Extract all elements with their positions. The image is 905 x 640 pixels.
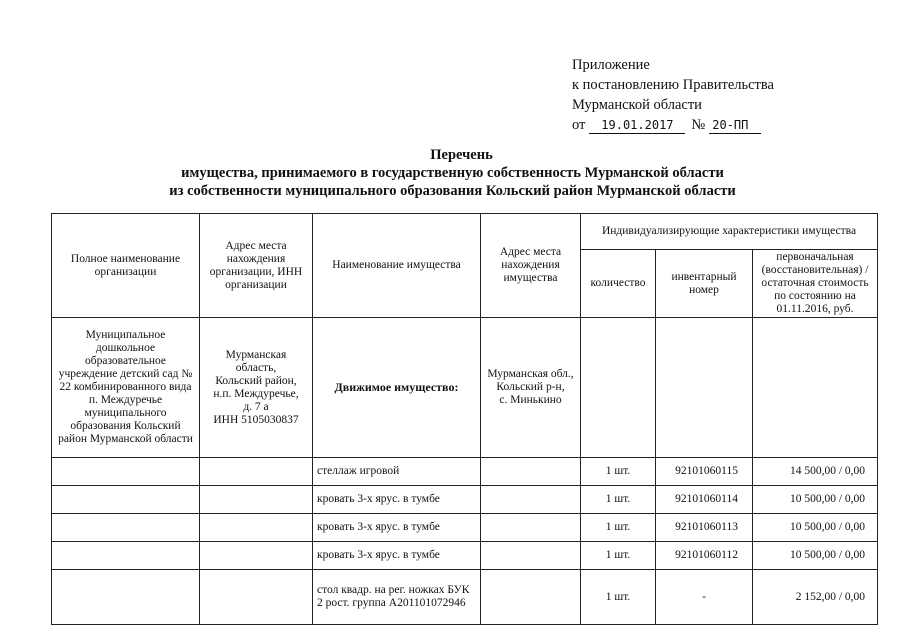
empty-cell [52,514,200,542]
empty-cell [481,458,581,486]
property-address-line: с. Минькино [499,394,562,406]
item-name: стол квадр. на рег. ножках БУК 2 рост. группа А201101072946 [313,570,481,625]
appendix-line-1: Приложение [572,57,650,73]
header-property-address: Адрес места нахождения имущества [481,214,581,318]
org-address-line: д. 7 а [243,400,269,413]
item-cost: 10 500,00 / 0,00 [753,486,878,514]
item-inventory-number: 92101060115 [656,458,753,486]
header-inventory-number: инвентарный номер [656,250,753,318]
empty-cell [481,542,581,570]
item-inventory-number: - [656,570,753,625]
item-quantity: 1 шт. [581,486,656,514]
item-inventory-number: 92101060113 [656,514,753,542]
title-line-2: имущества, принимаемого в государственную собственность Мурманской области [181,165,724,181]
property-table [51,213,878,625]
property-address-line: Мурманская обл., [487,368,574,380]
table-row [52,458,878,486]
empty-cell [753,318,878,458]
empty-cell [200,570,313,625]
header-characteristics: Индивидуализирующие характеристики имущества [581,214,878,250]
empty-cell [481,514,581,542]
item-quantity: 1 шт. [581,514,656,542]
empty-cell [200,486,313,514]
org-address-line: Мурманская [225,348,287,361]
organization-name: Муниципальное дошкольное образовательное учреждение детский сад № 22 комбинированного вида п. Междуречье муниципального образования Кольский район Мурманской области [52,318,200,458]
table-row [52,542,878,570]
item-cost: 10 500,00 / 0,00 [753,542,878,570]
property-address [481,318,581,458]
item-name: стеллаж игровой [313,458,481,486]
empty-cell [481,486,581,514]
item-name: кровать 3-х ярус. в тумбе [313,486,481,514]
appendix-number: 20-ПП [709,118,761,134]
empty-cell [581,318,656,458]
table-row [52,486,878,514]
header-property-name: Наименование имущества [313,214,481,318]
item-cost: 14 500,00 / 0,00 [753,458,878,486]
appendix-block [572,55,774,135]
appendix-date: 19.01.2017 [589,118,685,134]
organization-address [200,318,313,458]
organization-row [52,318,878,458]
header-org-name: Полное наименование организации [52,214,200,318]
item-name: кровать 3-х ярус. в тумбе [313,542,481,570]
appendix-resolution-line [572,115,774,135]
item-name: кровать 3-х ярус. в тумбе [313,514,481,542]
header-cost: первоначальная (восстановительная) /остаточная стоимость по состоянию на 01.11.2016, руб. [753,250,878,318]
item-cost: 2 152,00 / 0,00 [753,570,878,625]
empty-cell [200,542,313,570]
org-address-line: область, [235,361,277,374]
title-line-3: из собственности муниципального образования Кольский район Мурманской области [169,183,736,199]
item-quantity: 1 шт. [581,458,656,486]
empty-cell [481,570,581,625]
header-quantity: количество [581,250,656,318]
table-header-row-1 [52,214,878,250]
appendix-from-label: от [572,117,586,133]
appendix-line-3: Мурманской области [572,97,702,113]
empty-cell [52,542,200,570]
item-quantity: 1 шт. [581,570,656,625]
empty-cell [52,570,200,625]
header-org-address: Адрес места нахождения организации, ИНН организации [200,214,313,318]
title-line-1: Перечень [430,147,493,163]
empty-cell [200,514,313,542]
table-row [52,570,878,625]
property-category: Движимое имущество: [313,318,481,458]
org-inn: ИНН 5105030837 [213,413,299,426]
appendix-number-sign: № [691,117,706,133]
org-address-line: Кольский район, [215,374,297,387]
appendix-line-2: к постановлению Правительства [572,77,774,93]
item-quantity: 1 шт. [581,542,656,570]
empty-cell [52,486,200,514]
empty-cell [52,458,200,486]
item-inventory-number: 92101060114 [656,486,753,514]
document-title [0,146,905,200]
org-address-line: н.п. Междуречье, [213,387,299,400]
empty-cell [656,318,753,458]
property-address-line: Кольский р-н, [496,381,565,393]
table-row [52,514,878,542]
item-cost: 10 500,00 / 0,00 [753,514,878,542]
item-inventory-number: 92101060112 [656,542,753,570]
empty-cell [200,458,313,486]
